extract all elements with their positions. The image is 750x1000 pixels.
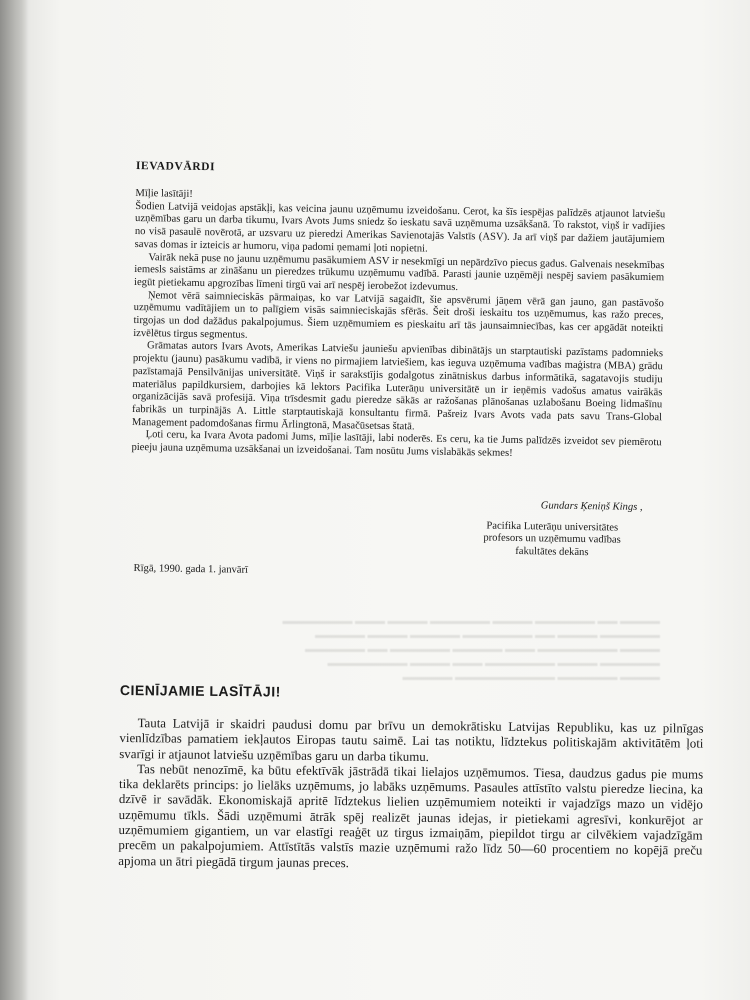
foreword-paragraph: Vairāk nekā puse no jaunu uzņēmumu pasākumiem ASV ir nesekmīgi un nepārdzīvo piecus gadus. Galvenais nesekmības iemesls saistāms ar zināšanu un pieredzes trūkumu uzņēmumu vadībā. Parasti jaunie uzņēmēji nespēj saviem pasākumiem iegūt pietiekamu apgrozības līmeni tirgū vai arī nespēj ierobežot izdevumus. — [133, 251, 665, 293]
foreword-section — [131, 160, 666, 576]
foreword-greeting: Mīļie lasītāji! — [135, 187, 193, 200]
foreword-paragraph: Ļoti ceru, ka Ivara Avota padomi Jums, mīļie lasītāji, labi noderēs. Es ceru, ka tie Jums palīdzēs izveidot sev piemērotu pieeju jauna uzņēmuma uzsākšanai un izveidošanai. Tam nosūtu Jums vislabākās sekmes! — [131, 429, 662, 460]
address-section — [118, 682, 704, 875]
foreword-paragraph: Grāmatas autors Ivars Avots, Amerikas Latviešu jauniešu apvienības dibinātājs un starptautiski pazīstams padomnieks projektu (jaunu) pasākumu vadībā, ir viens no pirmajiem latviešiem, kas ieguva uzņēmuma vadības maģistra (MBA) grādu pazīstamajā Pensilvānijas universitātē. Viņš ir sarakstījis godalgotus zinātniskus darbus informātikā, sagatavojis studiju materiālus papildkursiem, darbojies kā lektors Pacifika Luterāņu universitātē un ir ieņēmis vadošus amatus vairākās organizācijās savā profesijā. Viņa trīsdesmit gadu pieredze sākās ar ražošanas plānošanas uzlabošanu Boeing lidmašīnu fabrikās un turpinājās A. Little starptautiskajā konsultantu firmā. Pašreiz Ivars Avots vada pats savu Trans-Global Management padomdošanas firmu Ārlingtonā, Masačūsetsas štatā. — [131, 340, 664, 433]
address-paragraph: Tas nebūt nenozīmē, ka būtu efektīvāk jāstrādā tikai lielajos uzņēmumos. Tiesa, daudzus gadus pie mums tika deklarēts princips: jo lielāks uzņēmums, jo labāks uzņēmums. Pasaules attīstīto valstu pieredze liecina, ka dzīvē ir savādāk. Ekonomiskajā apritē līdztekus lielien uzņēmumiem noteikti ir vajadzīgs mazo un vidējo uzņēmumu tīkls. Šādi uzņēmumi ātrāk spēj realizēt jaunas idejas, ir pietiekami agresīvi, konkurējot ar uzņēmumiem gigantiem, un var elastīgi reaģēt uz tirgus izmaiņām, piepildot tirgu ar cilvēkiem vajadzīgām precēm un pakalpojumiem. Attīstītās valstīs mazie uzņēmumi ražo līdz 50—60 procentiem no kopējā preču apjoma un ātri piegādā tirgum jaunas preces. — [118, 762, 704, 870]
signature-block — [382, 498, 643, 560]
foreword-paragraph: Ņemot vērā saimnieciskās pārmaiņas, ko var Latvijā sagaidīt, šie apsvērumi jāņem vērā gan jauno, gan pastāvošo uzņēmumu vadītājiem un to palīgiem visās saimnieciskajās sfērās. Šeit droši ieskaitu tos uzņēmumus, kas ražo preces, tirgojas un dod dažādus pakalpojumus. Šiem uzņēmumiem es pieskaitu arī tās jaunsaimniecības, kas cer apgādāt noteikti izvēlētus tirgus segmentus. — [133, 289, 664, 341]
signatory-affiliation-line: Pacifika Luterāņu universitātes — [486, 520, 619, 534]
foreword-paragraph: Šodien Latvijā veidojas apstākļi, kas veicina jaunu uzņēmumu izveidošanu. Cerot, ka šīs iespējas palīdzēs atjaunot latviešu uzņēmības garu un darba tikumu, Ivars Avots Jums sniedz šo ieskatu savā uzņēmuma uzsākšanā. To rakstot, viņš ir vadījies no visā pasaulē novērotā, ar uzsvaru uz pieredzi Amerikas Savienotajās Valstīs (ASV). Ja arī viņš par dažiem jautājumiem savas domas ir izteicis ar humoru, viņa padomi ņemami ļoti nopietni. — [134, 200, 666, 255]
signatory-name: Gundars Ķeniņš Kings , — [540, 500, 643, 513]
address-paragraph: Tauta Latvijā ir skaidri paudusi domu par brīvu un demokrātisku Latvijas Republiku, kas uz pilnīgas vienlīdzības pamatiem iekļautos Eiropas tautu saimē. Lai tas notiktu, līdztekus politiskajām aktivitātēm ļoti svarīgi ir atjaunot latviešu uzņēmības garu un darba tikumu. — [119, 716, 704, 764]
foreword-heading: IEVADVĀRDI — [135, 160, 216, 174]
book-spine-shadow — [0, 0, 28, 1000]
bleed-through-text: ▬▬▬▬ ▬▬ ▬▬▬▬▬▬ ▬▬▬▬ ▬▬▬▬▬▬ ▬▬▬▬ ▬▬▬ ▬▬▬▬▬▬▬ ▬▬▬▬▬▬ ▬▬▬▬ ▬▬ ▬▬▬▬▬▬▬ ▬▬▬▬▬ ▬▬▬▬ ▬▬▬▬▬ ▬▬▬▬ ▬▬▬▬▬▬▬▬ ▬▬▬ ▬▬▬▬▬ ▬▬▬▬▬▬ ▬▬ ▬▬▬▬▬▬ ▬▬▬▬▬▬ ▬▬▬▬ ▬▬▬▬▬▬▬ ▬▬▬ ▬▬▬▬ ▬▬▬▬▬▬▬▬ ▬▬▬▬ ▬▬▬▬▬▬ ▬▬▬▬▬▬▬▬▬▬ ▬▬▬▬▬ — [282, 616, 660, 683]
signatory-affiliation-line: fakultātes dekāns — [515, 545, 589, 558]
signatory-affiliation-line: profesors un uzņēmumu vadības — [483, 532, 621, 546]
address-heading: CIENĪJAMIE LASĪTĀJI! — [119, 682, 281, 700]
foreword-date: Rīgā, 1990. gada 1. janvārī — [133, 563, 249, 576]
